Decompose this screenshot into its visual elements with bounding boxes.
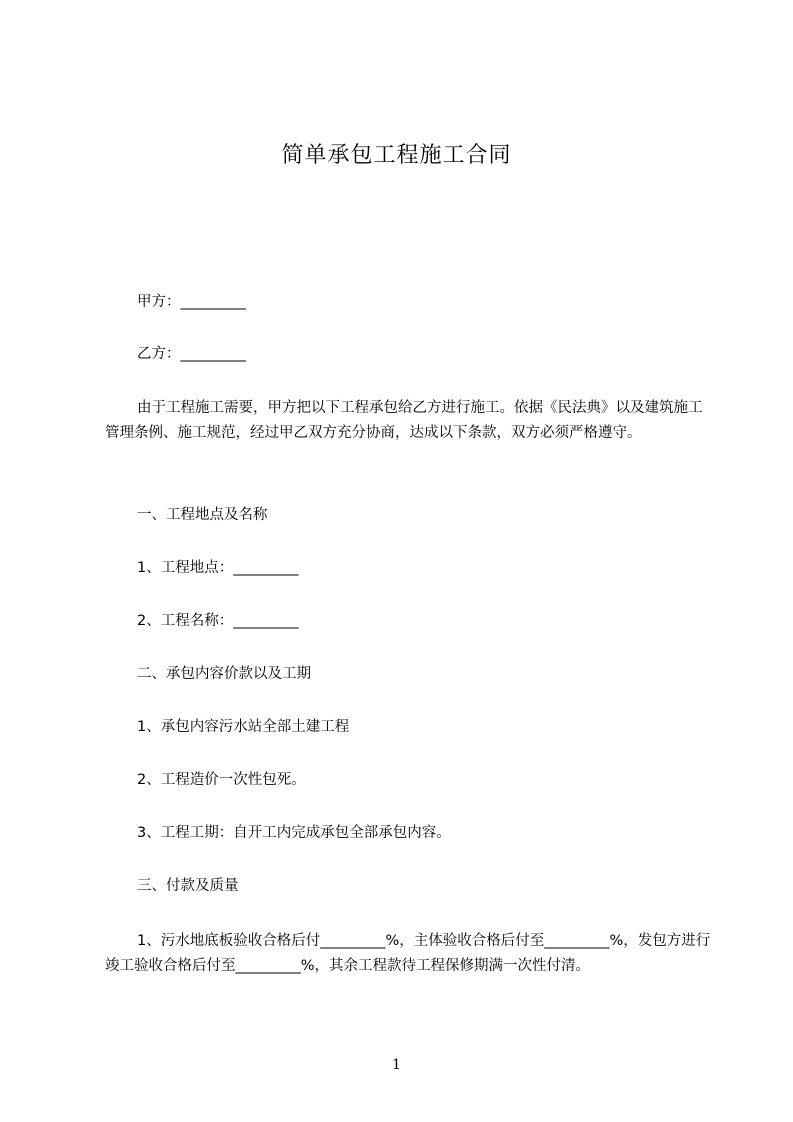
section1-heading: 一、工程地点及名称 xyxy=(137,507,268,523)
party-a-line: 甲方：_________ xyxy=(137,294,246,310)
section3-item1-paragraph xyxy=(105,929,715,979)
contract-title: 简单承包工程施工合同 xyxy=(281,143,512,168)
section3-item1-text: 1、污水地底板验收合格后付_________%，主体验收合格后付至_________%，发包方进行竣工验收合格后付至_________%，其余工程款待工程保修期满一次性付清。 xyxy=(105,933,711,974)
section2-item3: 3、工程工期：自开工内完成承包全部承包内容。 xyxy=(137,825,451,841)
section3-heading: 三、付款及质量 xyxy=(137,878,239,894)
intro-paragraph xyxy=(105,396,715,446)
section2-item2: 2、工程造价一次性包死。 xyxy=(137,772,306,788)
section1-item1: 1、工程地点：_________ xyxy=(137,560,299,576)
page-number: 1 xyxy=(392,1057,401,1073)
party-b-line: 乙方：_________ xyxy=(137,346,246,362)
section1-item2: 2、工程名称：_________ xyxy=(137,613,299,629)
section2-heading: 二、承包内容价款以及工期 xyxy=(137,666,311,682)
intro-text: 由于工程施工需要，甲方把以下工程承包给乙方进行施工。依据《民法典》以及建筑施工管理条例、施工规范，经过甲乙双方充分协商，达成以下条款，双方必须严格遵守。 xyxy=(105,400,703,441)
section2-item1: 1、承包内容污水站全部土建工程 xyxy=(137,719,350,735)
